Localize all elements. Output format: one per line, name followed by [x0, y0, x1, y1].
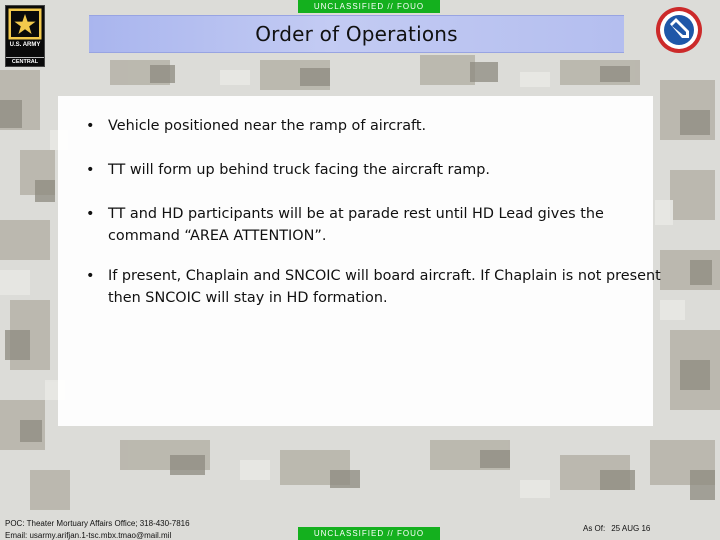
page-title: Order of Operations — [255, 22, 458, 46]
title-bar — [89, 15, 624, 53]
army-logo — [5, 5, 45, 67]
bullet-item: • If present, Chaplain and SNCOIC will board aircraft. If Chaplain is not present then SNCOIC will stay in HD formation. — [86, 265, 668, 309]
classification-banner-top: UNCLASSIFIED // FOUO — [298, 0, 440, 13]
content-panel — [58, 96, 653, 426]
logo-text-army: U.S. ARMY — [9, 42, 41, 48]
bullet-item: • TT will form up behind truck facing the aircraft ramp. — [86, 159, 668, 181]
as-of-label: As Of: — [583, 524, 606, 533]
army-star-icon — [6, 6, 44, 42]
footer-poc — [5, 518, 190, 540]
bullet-item: • TT and HD participants will be at parade rest until HD Lead gives the command “AREA ATTENTION”. — [86, 203, 668, 247]
bullet-item: • Vehicle positioned near the ramp of aircraft. — [86, 115, 668, 137]
as-of-date — [583, 524, 650, 533]
logo-text-central: CENTRAL — [6, 57, 44, 66]
as-of-value: 25 AUG 16 — [611, 524, 651, 533]
classification-banner-bottom: UNCLASSIFIED // FOUO — [298, 527, 440, 540]
unit-patch-icon — [655, 6, 703, 54]
poc-email-line: Email: usarmy.arifjan.1-tsc.mbx.tmao@mail.mil — [5, 531, 172, 540]
poc-phone-line: POC: Theater Mortuary Affairs Office; 318-430-7816 — [5, 519, 190, 528]
